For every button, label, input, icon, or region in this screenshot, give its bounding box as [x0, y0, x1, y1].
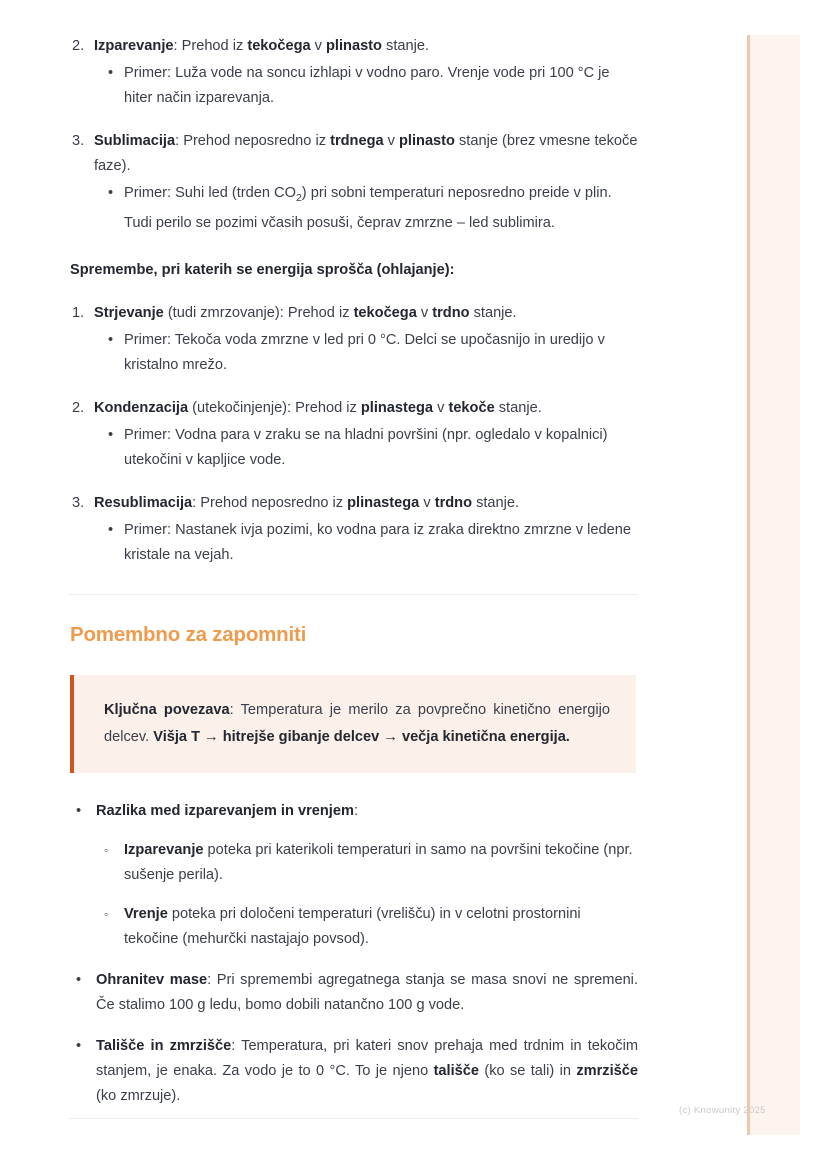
list-item [68, 491, 638, 568]
heating-transitions-list [68, 34, 638, 236]
list-item-text [94, 129, 638, 179]
term-lead: : Prehod neposredno iz [175, 133, 331, 149]
term-strong-1: trdnega [330, 133, 384, 149]
key-points-list [68, 799, 638, 1109]
example-text-post: ) pri sobni temperaturi neposredno preide v plin. Tudi perilo se pozimi včasih posuši, čeprav zmrzne – led sublimira. [124, 185, 612, 231]
term-mid: v [383, 133, 399, 149]
example-sublist [94, 61, 638, 111]
list-item-text [96, 1034, 638, 1109]
cooling-transitions-list [68, 301, 638, 568]
cooling-section-heading: Spremembe, pri katerih se energija sprošča (ohlajanje): [70, 261, 455, 278]
list-item [68, 968, 638, 1018]
term-label: Resublimacija [94, 494, 193, 511]
list-item [68, 301, 638, 378]
example-sublist [94, 423, 638, 473]
term-emphasis-2: zmrzišče [576, 1062, 638, 1079]
term-text-3: (ko zmrzuje). [96, 1087, 181, 1104]
right-decorative-strip [747, 35, 800, 1135]
term-tail: stanje (brez vmesne tekoče faze). [94, 133, 638, 174]
term-label: Sublimacija [94, 133, 176, 149]
list-item-text [94, 301, 638, 326]
term-mid: v [433, 399, 449, 416]
circle-bullet-icon: ◦ [104, 906, 109, 921]
term-text: : Pri spremembi agregatnega stanja se masa snovi ne spremeni. Če stalimo 100 g ledu, bomo dobili natančno 100 g vode. [96, 971, 638, 1013]
term-mid: v [416, 304, 433, 321]
list-number: 1. [72, 304, 85, 321]
list-item-text [94, 396, 638, 421]
term-tail: stanje. [381, 38, 430, 54]
important-section-heading: Pomembno za zapomniti [70, 622, 307, 646]
term-tail: : [353, 802, 358, 819]
list-item-text [96, 803, 358, 819]
example-text: Primer: Tekoča voda zmrzne v led pri 0 °C. Delci se upočasnijo in uredijo v kristalno mrežo. [124, 331, 605, 373]
term-tail: stanje. [494, 399, 542, 416]
term-strong-2: trdno [434, 494, 473, 511]
example-text: Primer: Nastanek ivja pozimi, ko vodna para iz zraka direktno zmrzne v ledene kristale na vejah. [124, 521, 631, 563]
term-strong-2: plinasto [326, 38, 382, 54]
list-item [68, 396, 638, 473]
list-item-text [94, 491, 638, 516]
term-strong-1: tekočega [247, 38, 311, 54]
list-item [68, 799, 638, 952]
term-label: Tališče in zmrzišče [96, 1037, 232, 1054]
callout-text [104, 697, 610, 751]
term-strong-2: tekoče [448, 399, 495, 416]
chemical-subscript: 2 [295, 191, 302, 204]
bullet-icon: • [108, 426, 114, 443]
list-item [68, 1034, 638, 1109]
bullet-icon: • [108, 331, 114, 348]
term-strong-1: tekočega [353, 304, 417, 321]
copyright-watermark: (c) Knowunity 2025 [679, 1105, 766, 1116]
bullet-icon: • [76, 802, 82, 819]
term-label: Kondenzacija [94, 399, 189, 416]
list-number: 3. [72, 133, 85, 149]
section-divider [68, 594, 638, 595]
list-item [68, 129, 638, 236]
term-label: Izparevanje [94, 38, 174, 54]
example-item [94, 61, 638, 111]
circle-bullet-icon: ◦ [104, 842, 109, 857]
term-label: Strjevanje [94, 304, 164, 321]
list-item-text [94, 34, 638, 59]
term-text: poteka pri določeni temperaturi (vrelišču) in v celotni prostornini tekočine (mehurčki nastajajo povsod). [124, 905, 581, 947]
list-number: 2. [72, 38, 85, 54]
list-number: 3. [72, 494, 85, 511]
term-lead: (tudi zmrzovanje): Prehod iz [163, 304, 354, 321]
term-lead: (utekočinjenje): Prehod iz [188, 399, 361, 416]
term-text-1: : Temperatura, pri kateri snov prehaja med trdnim in tekočim stanjem, je enaka. Za vodo je to 0 °C. To je njeno [96, 1037, 638, 1079]
callout-body: : Temperatura je merilo za povprečno kinetično energijo delcev. [104, 701, 611, 745]
term-mid: v [310, 38, 327, 54]
comparison-sublist [96, 838, 638, 952]
list-item [96, 838, 638, 888]
bullet-icon: • [108, 185, 114, 201]
term-label: Izparevanje [124, 841, 204, 858]
list-item-text [96, 968, 638, 1018]
example-text-pre: Primer: Suhi led (trden CO [124, 185, 296, 201]
term-tail: stanje. [469, 304, 517, 321]
example-item [94, 423, 638, 473]
term-lead: : Prehod neposredno iz [192, 494, 348, 511]
term-tail: stanje. [472, 494, 520, 511]
key-connection-callout [70, 675, 636, 773]
footer-divider [68, 1118, 638, 1119]
term-mid: v [419, 494, 435, 511]
example-sublist [94, 181, 638, 236]
bullet-icon: • [108, 65, 114, 81]
term-label: Vrenje [124, 905, 168, 922]
example-text: Primer: Vodna para v zraku se na hladni površini (npr. ogledalo v kopalnici) utekočini v kapljice vode. [124, 426, 608, 468]
callout-emphasis: Višja T → hitrejše gibanje delcev → večja kinetična energija. [153, 728, 570, 745]
example-sublist [94, 518, 638, 568]
term-lead: : Prehod iz [173, 38, 248, 54]
term-text-2: (ko se tali) in [479, 1062, 577, 1079]
list-item [68, 34, 638, 111]
term-strong-2: plinasto [399, 133, 455, 149]
example-item [94, 328, 638, 378]
example-sublist [94, 328, 638, 378]
list-item [96, 902, 638, 952]
term-emphasis-1: tališče [433, 1062, 479, 1079]
term-strong-2: trdno [432, 304, 470, 321]
term-label: Ohranitev mase [96, 971, 208, 988]
term-strong-1: plinastega [347, 494, 420, 511]
term-text: poteka pri katerikoli temperaturi in samo na površini tekočine (npr. sušenje perila). [124, 841, 633, 883]
bullet-icon: • [76, 971, 82, 988]
example-item [94, 518, 638, 568]
example-text: Primer: Luža vode na soncu izhlapi v vodno paro. Vrenje vode pri 100 °C je hiter način izparevanja. [124, 65, 610, 106]
term-label: Razlika med izparevanjem in vrenjem [96, 802, 354, 819]
list-number: 2. [72, 399, 85, 416]
callout-label: Ključna povezava [104, 701, 230, 718]
term-strong-1: plinastega [360, 399, 434, 416]
example-item [94, 181, 638, 236]
bullet-icon: • [108, 521, 114, 538]
bullet-icon: • [76, 1037, 82, 1054]
